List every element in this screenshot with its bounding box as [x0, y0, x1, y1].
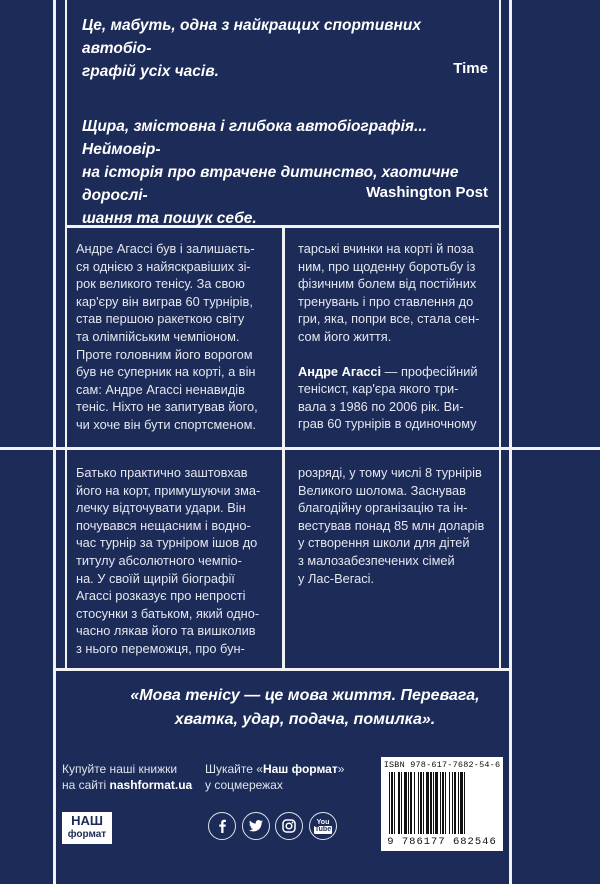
tagline-quote: «Мова тенісу — це мова життя. Перевага, хватка, удар, подача, помилка».	[130, 687, 480, 728]
barcode-bar	[423, 772, 424, 834]
court-line-inner-right	[499, 0, 501, 670]
barcode-bar	[430, 772, 432, 834]
barcode-bar	[401, 772, 402, 834]
barcode-bar	[460, 772, 463, 834]
instagram-icon[interactable]	[275, 812, 303, 840]
text-column-top-right: тарські вчинки на корті й поза ним, про щоденну боротьбу із фізичним болем від постійних тренувань і про ставлення до гри, яка, попри все, стала сен- сом його життя. Андре Агассі — професійний тенісист, кар'єра якого три- вала з 1986 по 2006 рік. Ви- грав 60 турнірів в одиночному	[298, 241, 480, 432]
barcode-bar	[391, 772, 393, 834]
isbn-text: ISBN 978-617-7682-54-6	[383, 760, 501, 770]
youtube-icon[interactable]: You Tube	[309, 812, 337, 840]
court-line-net	[0, 447, 600, 450]
text-column-bottom-left: Батько практично заштовхав його на корт, примушуючи зма- лечку відточувати удари. Він почувався нещасним і водно- час турнір за турніром ішов до титулу абсолютного чемпіо- на. У своїй щирій біографії Агассі розказує про непрості стосунки з батьком, який одно- часно лякав його та вишколив з нього переможця, про бун-	[76, 465, 261, 656]
barcode-bar	[389, 772, 390, 834]
barcode-bar	[410, 772, 412, 834]
review-quote-1: Це, мабуть, одна з найкращих спортивних автобіо- графій усіх часів.	[82, 17, 421, 80]
court-line-right	[509, 0, 512, 884]
barcode-bar	[464, 772, 465, 834]
barcode-bar	[458, 772, 459, 834]
barcode-bar	[398, 772, 400, 834]
social-text: Шукайте «Наш формат» у соцмережах	[205, 762, 345, 792]
court-line-inner-left	[65, 0, 67, 670]
court-line-left	[53, 0, 56, 884]
buy-books-text: Купуйте наші книжки на сайті nashformat.ua	[62, 762, 193, 792]
barcode-bar	[435, 772, 438, 834]
review-quote-2: Щира, змістовна і глибока автобіографія... Неймовір- на історія про втрачене дитинство, хаотичне дорослі- шання та пошук себе.	[82, 118, 459, 227]
website-link[interactable]: nashformat.ua	[109, 778, 193, 792]
barcode-bar	[418, 772, 419, 834]
barcode-bar	[440, 772, 441, 834]
isbn-barcode	[381, 757, 503, 851]
barcode-bar	[452, 772, 453, 834]
facebook-icon[interactable]	[208, 812, 236, 840]
barcode-bar	[433, 772, 434, 834]
publisher-logo: НАШ формат	[62, 812, 112, 844]
text-column-bottom-right: розряді, у тому числі 8 турнірів Великого шолома. Заснував благодійну організацію та ін- вестував понад 85 млн доларів у створення школи для дітей з малозабезпечених сімей у Лас-Вегасі.	[298, 465, 485, 586]
barcode-bar	[394, 772, 395, 834]
barcode-number: 9 786177 682546	[387, 836, 497, 848]
author-name: Андре Агассі	[298, 363, 382, 379]
barcode-bars	[389, 772, 495, 834]
review-source-1: Time	[453, 60, 488, 77]
barcode-bar	[414, 772, 415, 834]
barcode-bar	[442, 772, 444, 834]
barcode-bar	[454, 772, 456, 834]
review-source-2: Washington Post	[366, 184, 488, 201]
text-column-top-left: Андре Агассі був і залишаєть- ся однією з найяскравіших зі- рок великого тенісу. За свою кар'єру він виграв 60 турнірів, став першою ракеткою світу та олімпійським чемпіоном. Проте головним його ворогом був не суперник на корті, а він сам: Андре Агассі ненавидів теніс. Ніхто не запитував його, чи хоче він бути спортсменом.	[76, 241, 258, 432]
barcode-bar	[449, 772, 450, 834]
twitter-icon[interactable]	[242, 812, 270, 840]
barcode-bar	[426, 772, 429, 834]
barcode-bar	[404, 772, 407, 834]
barcode-bar	[445, 772, 446, 834]
court-line-service-bottom	[53, 668, 512, 671]
barcode-bar	[420, 772, 422, 834]
barcode-bar	[408, 772, 409, 834]
brand-name: Наш формат	[262, 762, 338, 776]
